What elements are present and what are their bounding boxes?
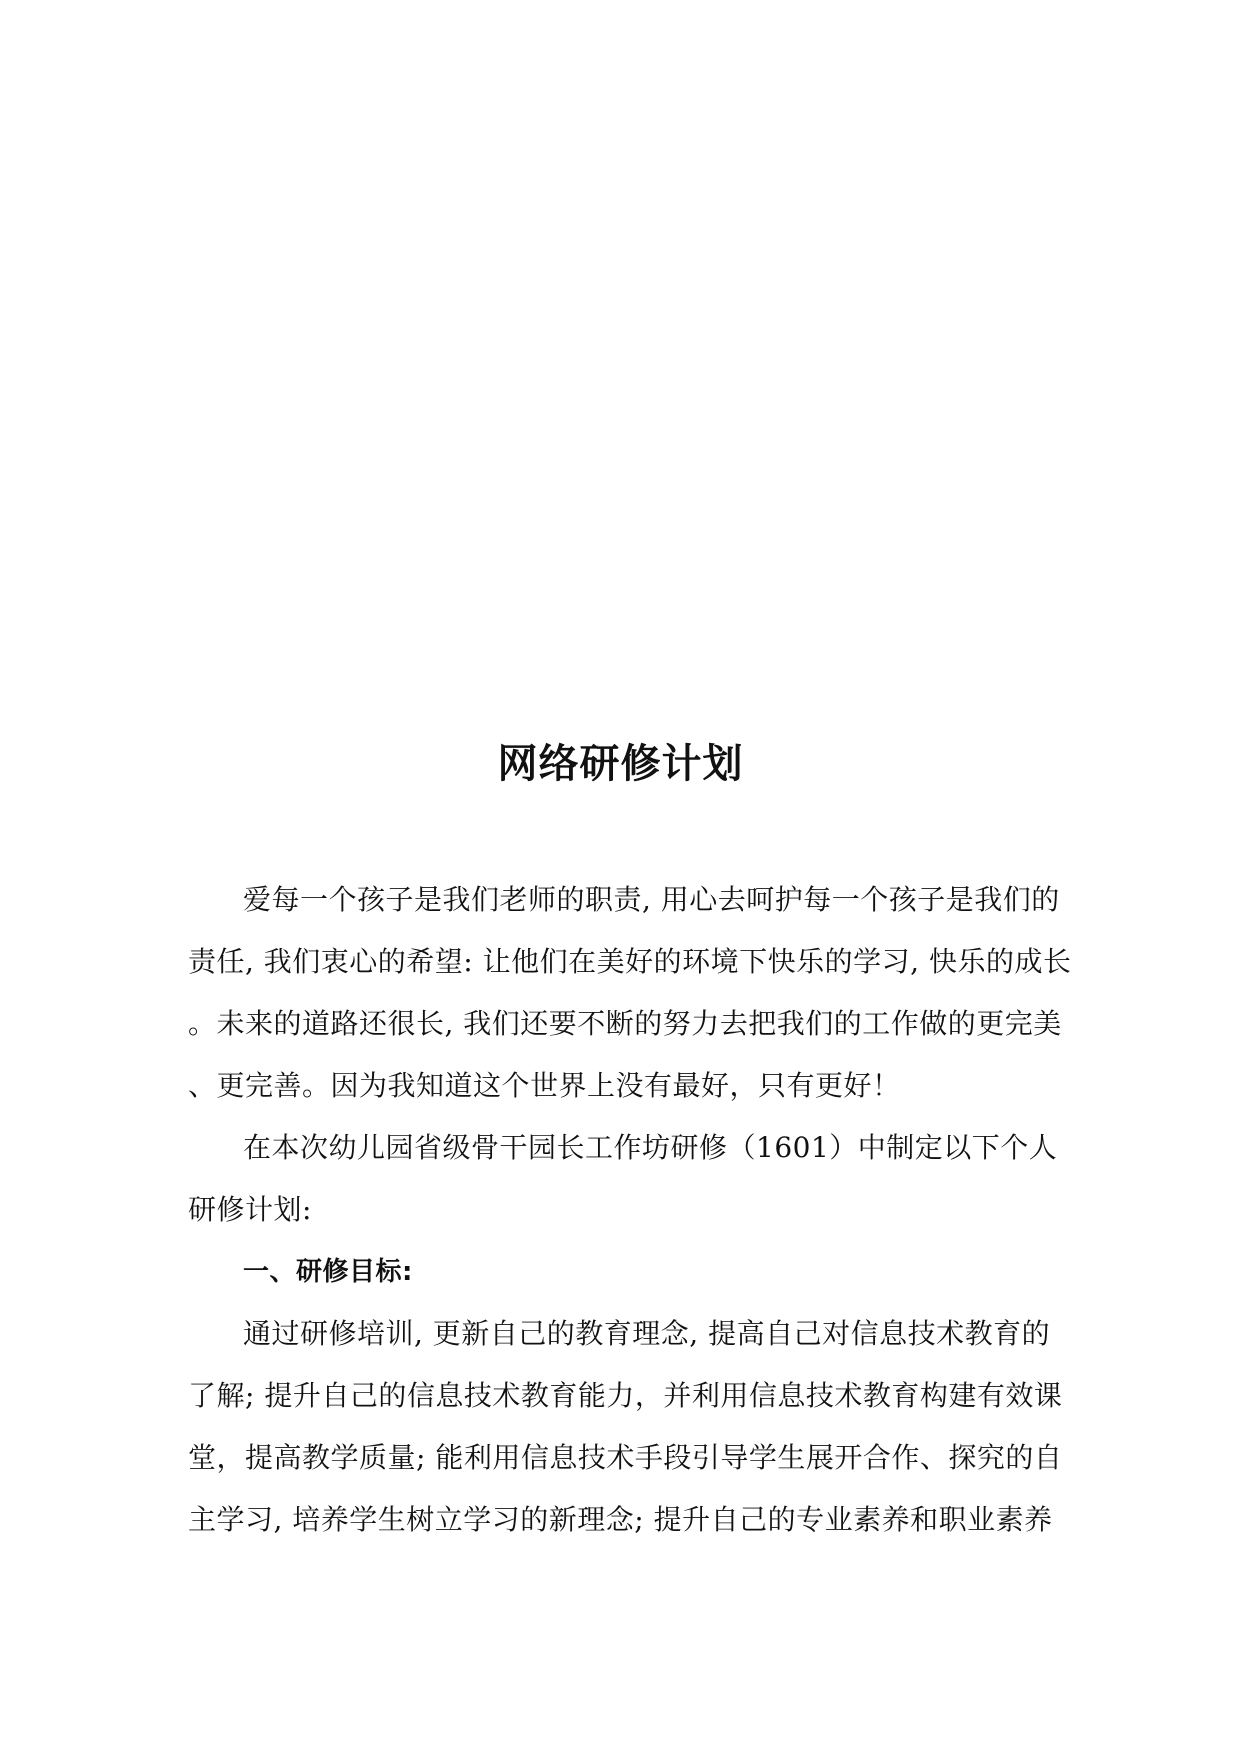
document-title: 网络研修计划 bbox=[497, 741, 744, 787]
paragraph-3-line-3: 堂，提高教学质量; 能利用信息技术手段引导学生展开合作、探究的自 bbox=[188, 1441, 1063, 1474]
paragraph-1-line-3: 。未来的道路还很长, 我们还要不断的努力去把我们的工作做的更完美 bbox=[188, 1007, 1062, 1040]
paragraph-3-line-4: 主学习, 培养学生树立学习的新理念; 提升自己的专业素养和职业素养 bbox=[188, 1503, 1053, 1536]
paragraph-1-line-4: 、更完善。因为我知道这个世界上没有最好，只有更好！ bbox=[188, 1069, 901, 1102]
section-heading: 一、研修目标: bbox=[243, 1257, 413, 1287]
paragraph-1-line-1: 爱每一个孩子是我们老师的职责, 用心去呵护每一个孩子是我们的 bbox=[243, 883, 1060, 916]
paragraph-2-line-1: 在本次幼儿园省级骨干园长工作坊研修（1601）中制定以下个人 bbox=[243, 1131, 1058, 1164]
paragraph-3-line-1: 通过研修培训, 更新自己的教育理念, 提高自己对信息技术教育的 bbox=[243, 1317, 1051, 1350]
paragraph-1-line-2: 责任, 我们衷心的希望: 让他们在美好的环境下快乐的学习, 快乐的成长 bbox=[188, 945, 1072, 978]
paragraph-2-line-2: 研修计划: bbox=[188, 1193, 312, 1226]
paragraph-3-line-2: 了解; 提升自己的信息技术教育能力，并利用信息技术教育构建有效课 bbox=[188, 1379, 1063, 1412]
